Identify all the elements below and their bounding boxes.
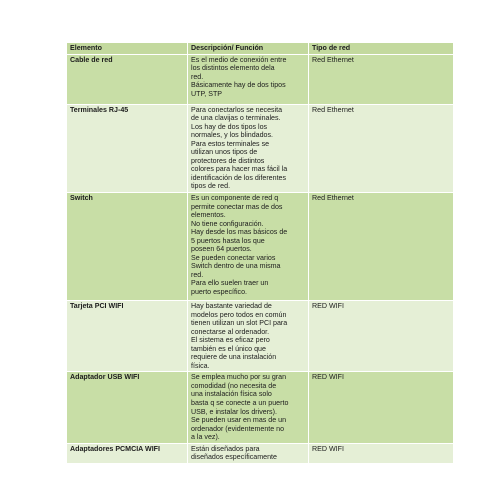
cell-elemento: Cable de red bbox=[67, 54, 188, 104]
descripcion-line: Es un componente de red q bbox=[191, 194, 279, 203]
descripcion-line: poseen 64 puertos. bbox=[191, 245, 252, 254]
header-descripcion: Descripción/ Función bbox=[188, 43, 309, 55]
descripcion-line: red. bbox=[191, 270, 204, 279]
header-elemento: Elemento bbox=[67, 43, 188, 55]
descripcion-line: identificación de los diferentes bbox=[191, 173, 287, 182]
cell-descripcion bbox=[188, 443, 309, 463]
descripcion-line: Se pueden usar en mas de un bbox=[191, 416, 287, 425]
descripcion-line: modelos pero todos en común bbox=[191, 310, 287, 319]
cell-tipo-de-red: RED WIFI bbox=[309, 443, 454, 463]
descripcion-line: Hay bastante variedad de bbox=[191, 302, 272, 311]
table-row bbox=[67, 54, 454, 104]
cell-elemento: Adaptador USB WIFI bbox=[67, 372, 188, 443]
descripcion-line: una instalación física solo bbox=[191, 390, 272, 399]
cell-tipo-de-red: Red Ethernet bbox=[309, 193, 454, 301]
table-body bbox=[67, 54, 454, 463]
cell-tipo-de-red: RED WIFI bbox=[309, 372, 454, 443]
descripcion-line: No tiene configuración. bbox=[191, 219, 264, 228]
descripcion-line: utilizan unos tipos de bbox=[191, 148, 258, 157]
cell-descripcion bbox=[188, 372, 309, 443]
descripcion-line: los distintos elemento dela bbox=[191, 64, 275, 73]
descripcion-line: elementos. bbox=[191, 211, 226, 220]
cell-descripcion bbox=[188, 54, 309, 104]
descripcion-line: Se emplea mucho por su gran bbox=[191, 373, 287, 382]
cell-tipo-de-red: RED WIFI bbox=[309, 301, 454, 372]
descripcion-line: Para estos terminales se bbox=[191, 139, 270, 148]
descripcion-line: 5 puertos hasta los que bbox=[191, 236, 265, 245]
network-elements-table bbox=[66, 42, 454, 464]
cell-tipo-de-red: Red Ethernet bbox=[309, 104, 454, 192]
descripcion-line: puerto específico. bbox=[191, 288, 247, 297]
descripcion-line: Para conectarlos se necesita bbox=[191, 105, 283, 114]
table-row bbox=[67, 193, 454, 301]
descripcion-line: ordenador (evidentemente no bbox=[191, 424, 285, 433]
descripcion-line: USB, e instalar los drivers). bbox=[191, 407, 277, 416]
descripcion-line: Switch dentro de una misma bbox=[191, 262, 281, 271]
descripcion-line: tienen utilizan un slot PCI para bbox=[191, 319, 288, 328]
descripcion-line: colores para hacer mas fácil la bbox=[191, 165, 288, 174]
descripcion-line: El sistema es eficaz pero bbox=[191, 336, 270, 345]
descripcion-line: también es el único que bbox=[191, 344, 266, 353]
table-row bbox=[67, 443, 454, 463]
descripcion-line: red. bbox=[191, 72, 204, 81]
table-row bbox=[67, 104, 454, 192]
descripcion-line: de una clavijas o terminales. bbox=[191, 114, 281, 123]
cell-descripcion bbox=[188, 193, 309, 301]
cell-tipo-de-red: Red Ethernet bbox=[309, 54, 454, 104]
descripcion-line: basta q se conecte a un puerto bbox=[191, 399, 289, 408]
table-row bbox=[67, 372, 454, 443]
descripcion-line: protectores de distintos bbox=[191, 156, 265, 165]
cell-elemento: Terminales RJ-45 bbox=[67, 104, 188, 192]
table-header-row bbox=[67, 43, 454, 55]
cell-elemento: Switch bbox=[67, 193, 188, 301]
cell-elemento: Adaptadores PCMCIA WIFI bbox=[67, 443, 188, 463]
table-row bbox=[67, 301, 454, 372]
descripcion-line: Están diseñados para bbox=[191, 444, 260, 453]
descripcion-line: permite conectar mas de dos bbox=[191, 202, 283, 211]
descripcion-line: Se pueden conectar varios bbox=[191, 253, 276, 262]
descripcion-line: tipos de red. bbox=[191, 182, 231, 191]
descripcion-line: diseñados específicamente bbox=[191, 453, 277, 462]
descripcion-line: normales, y los blindados. bbox=[191, 131, 274, 140]
descripcion-line: comodidad (no necesita de bbox=[191, 381, 277, 390]
cell-descripcion bbox=[188, 104, 309, 192]
descripcion-line: Para ello suelen traer un bbox=[191, 279, 269, 288]
descripcion-line: física. bbox=[191, 361, 210, 370]
descripcion-line: conectarse al ordenador. bbox=[191, 327, 270, 336]
cell-descripcion bbox=[188, 301, 309, 372]
descripcion-line: Básicamente hay de dos tipos bbox=[191, 81, 286, 90]
descripcion-line: Hay desde los mas básicos de bbox=[191, 228, 288, 237]
descripcion-line: UTP, STP bbox=[191, 89, 223, 98]
descripcion-line: Es el medio de conexión entre bbox=[191, 55, 287, 64]
descripcion-line: requiere de una instalación bbox=[191, 353, 277, 362]
cell-elemento: Tarjeta PCI WIFI bbox=[67, 301, 188, 372]
header-tipo-de-red: Tipo de red bbox=[309, 43, 454, 55]
descripcion-line: a la vez). bbox=[191, 433, 220, 442]
descripcion-line: Los hay de dos tipos los bbox=[191, 122, 268, 131]
